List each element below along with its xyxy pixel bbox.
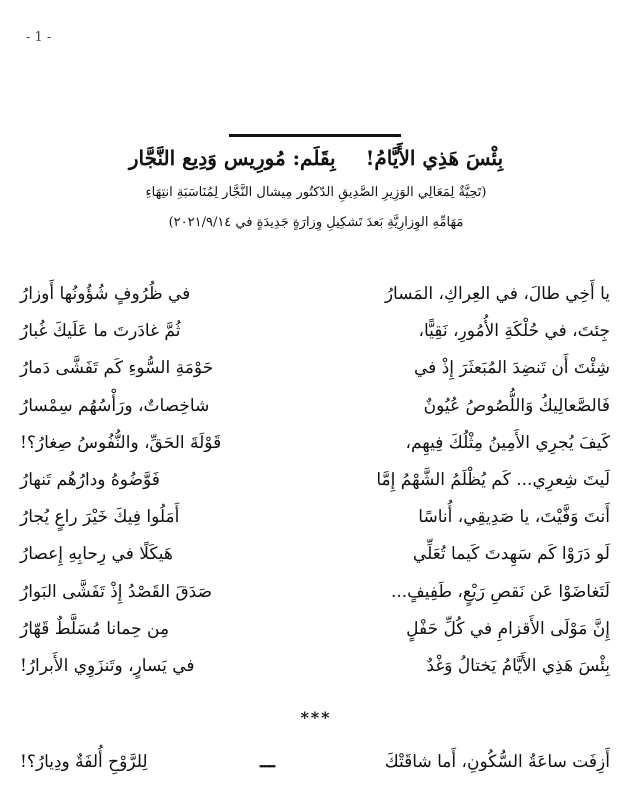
verse — [20, 284, 610, 321]
verse-first-hemistich: بِئْسَ هَذِي الأَيَّامُ يَختالُ وَغْدٌ — [426, 655, 610, 676]
title-rule — [229, 134, 401, 137]
verse-first-hemistich: فَالصَّعالِيكُ وَاللُّصُوصُ عُيُونٌ — [423, 395, 610, 416]
verse-second-hemistich: لِلرَّوْحِ أُلفَةٌ ودِيارُ؟! — [20, 752, 148, 772]
verse-second-hemistich: في ظُرُوفٍ شُؤُونُها أَوزارُ — [20, 284, 191, 304]
verse-second-hemistich: ثُمَّ غادَرتَ ما عَلَيكَ غُبارُ — [20, 321, 181, 342]
verse — [20, 582, 610, 619]
verse-first-hemistich: كَيفَ يُجرِي الأَمِينُ مِثْلُكَ فِيهِم، — [405, 432, 610, 453]
verse — [20, 656, 610, 693]
title-line — [100, 146, 532, 170]
verse — [20, 544, 610, 581]
poem-verses — [20, 284, 610, 693]
verse-second-hemistich: حَوْمَةِ السُّوءِ كَم تَفَشَّى دَمارُ — [20, 358, 214, 379]
verse-first-hemistich: لَتَغاضَوْا عَن نَقصِ رَيْعٍ، طَفِيفٍ... — [390, 581, 610, 602]
verse-second-hemistich: مِن حِمانا مُسَلَّطٌ قَهّارُ — [20, 618, 170, 639]
verse-second-hemistich: صَدَقَ القَصْدُ إِذْ تَفَشَّى البَوارُ — [20, 581, 213, 602]
verse-first-hemistich: لَو دَرَوْا كَم سَهِدتَ كَيما تُعَلِّي — [412, 544, 610, 565]
poem-title: بِئْسَ هَذِي الأَيَّامُ! — [365, 146, 504, 170]
verse — [20, 619, 610, 656]
section-separator: *** — [300, 708, 332, 727]
verse — [20, 507, 610, 544]
byline: بِقَلَم: مُورِيس وَدِيع النَّجَّار — [128, 146, 336, 170]
dedication-line-1: (تَحِيَّةٌ لِمَعَالِي الوَزِيرِ الصَّدِيقِ الدّكتُور مِيشال النَّجَّار لِمُنَاسَبَةِ انتِهَاءِ — [145, 185, 487, 200]
dedication-line-2: مَهَامِّهِ الوِزارِيَّةِ بَعدَ تَشكِيلِ وِزارَةٍ جَدِيدَةٍ في ٢٠٢١/٩/١٤) — [168, 215, 464, 230]
verse — [20, 358, 610, 395]
verse-first-hemistich: إِنَّ مَوْلَى الأَقزامِ في كُلِّ حَفْلٍ — [406, 618, 610, 639]
page-number: - 1 - — [26, 30, 52, 45]
verse-connector-dash: ـــ — [260, 752, 275, 772]
verse — [20, 396, 610, 433]
verse-first-hemistich: شِئْتَ أَن تَنضِدَ المُبَعثَرَ إِذْ في — [414, 358, 610, 379]
verse-second-hemistich: في يَسارٍ، وتَنزَوِي الأَبرارُ! — [20, 655, 195, 676]
verse — [20, 752, 610, 782]
verse — [20, 321, 610, 358]
verse-first-hemistich: لَيتَ شِعرِي... كَم يُظْلَمُ الشَّهْمُ إِمَّا — [376, 469, 610, 490]
verse-second-hemistich: قَوْلَةَ الحَقِّ، والنُّفُوسُ صِغارُ؟! — [20, 432, 222, 453]
verse-second-hemistich: فَوَّضُوهُ ودارُهُم تَنهارُ — [20, 469, 160, 490]
verse-first-hemistich: أَنتَ وَفَّيْتَ، يا صَدِيقِي، أُناسًا — [418, 507, 610, 528]
verse — [20, 433, 610, 470]
verse-second-hemistich: أَمَلُوا فِيكَ خَيْرَ راعٍ يُجارُ — [20, 507, 180, 528]
verse-second-hemistich: هَيكَلًا في رِحابِهِ إِعصارُ — [20, 544, 173, 565]
verse-second-hemistich: شاخِصاتٌ، ورَأْسُهُم سِمْسارُ — [20, 395, 210, 416]
verse-first-hemistich: جِئتَ، في حُلْكَةِ الأُمُورِ، نَقِيًّا، — [418, 321, 610, 342]
verse-first-hemistich: أَزِفَت ساعَةُ السُّكُونِ، أَما شاقَتْكَ — [384, 752, 610, 772]
verse-first-hemistich: يا أَخِي طالَ، في العِراكِ، المَسارُ — [384, 284, 610, 304]
verse — [20, 470, 610, 507]
